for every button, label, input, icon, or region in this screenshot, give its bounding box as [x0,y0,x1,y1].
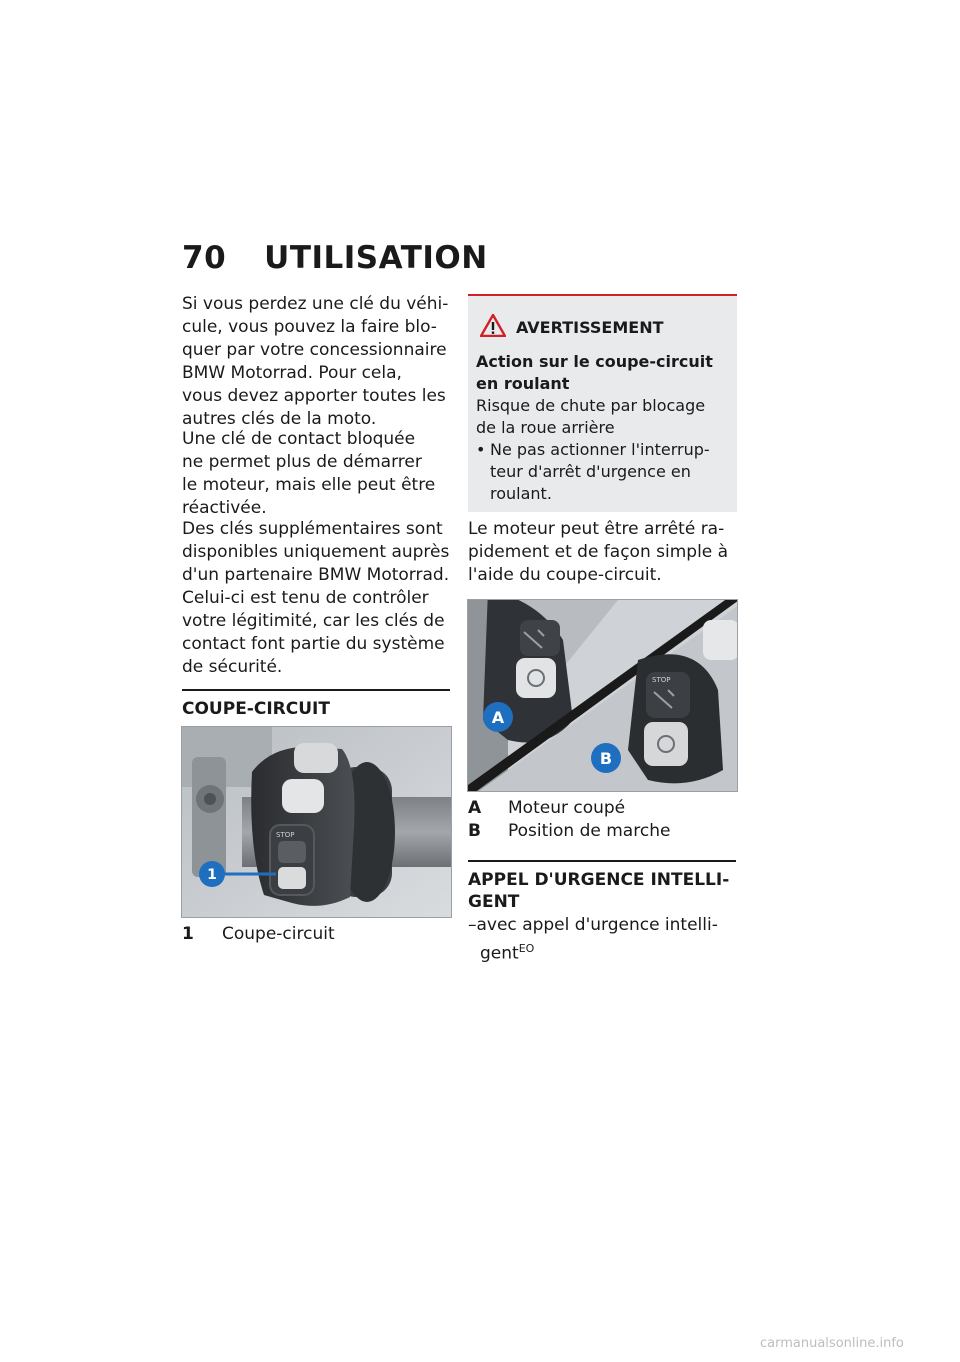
text-line: cule, vous pouvez la faire blo- [182,317,437,337]
text-line: Des clés supplémentaires sont [182,519,443,539]
kill-switch-illustration [182,727,452,918]
marker-1: 1 [207,867,217,883]
page-number: 70 [182,240,227,276]
warning-subtitle [476,351,727,395]
caption-text: Coupe-circuit [222,924,335,944]
caption-text: Position de marche [508,821,671,841]
watermark-footer: carmanualsonline.info [760,1336,904,1351]
caption-key: 1 [182,924,194,944]
text-line: de la roue arrière [476,418,615,437]
caption-b [468,820,738,843]
text-line: Celui-ci est tenu de contrôler [182,588,429,608]
text-line: Une clé de contact bloquée [182,429,416,449]
blocked-key-paragraph [182,428,452,520]
text-line: Si vous perdez une clé du véhi- [182,294,449,314]
page-header [182,240,488,276]
warning-bullet [476,439,727,461]
text-line: vous devez apporter toutes les [182,386,446,406]
text-line: l'aide du coupe-circuit. [468,565,662,585]
text-line: disponibles uniquement auprès [182,542,450,562]
text-line: votre légitimité, car les clés de [182,611,445,631]
caption-1 [182,923,452,946]
warning-bullet-cont [476,461,727,483]
kill-switch-paragraph [468,518,738,587]
text-line: Le moteur peut être arrêté ra- [468,519,725,539]
text-line: Action sur le coupe-circuit [476,352,713,371]
extra-keys-paragraph [182,518,452,679]
switch-positions-photo [467,599,738,792]
text-line: ne permet plus de démarrer [182,452,422,472]
text-line: de sécurité. [182,657,283,677]
switch-positions-illustration [468,600,738,792]
warning-title: AVERTISSEMENT [516,318,664,337]
section-title-coupe-circuit: COUPE-CIRCUIT [182,689,450,720]
text-line: GENT [468,892,520,912]
caption-text: Moteur coupé [508,798,626,818]
equipment-superscript: EO [518,942,535,955]
text-line: d'un partenaire BMW Motorrad. [182,565,450,585]
text-line: le moteur, mais elle peut être [182,475,436,495]
text-line: teur d'arrêt d'urgence en [490,462,691,481]
text-fragment: gent [480,943,519,964]
emergency-call-option [468,914,738,966]
warning-text [476,395,727,439]
warning-box [468,294,737,512]
text-line: roulant. [490,484,552,503]
text-line: Risque de chute par blocage [476,396,706,415]
text-line: –avec appel d'urgence intelli- [468,915,718,935]
intro-paragraph [182,293,452,431]
text-line: en roulant [476,374,570,393]
stop-label: STOP [652,676,671,684]
warning-header [476,314,727,341]
section-title-emergency-call [468,860,736,913]
marker-b: B [599,749,613,768]
warning-bullet-cont [476,483,727,505]
marker-a: A [491,708,505,727]
kill-switch-photo [181,726,452,918]
text-line: réactivée. [182,498,267,518]
text-line: APPEL D'URGENCE INTELLI- [468,870,730,890]
text-line: Ne pas actionner l'interrup- [490,440,710,459]
bullet-icon: • [476,440,486,459]
text-line: quer par votre concessionnaire [182,340,447,360]
warning-triangle-icon [480,314,506,341]
text-line: autres clés de la moto. [182,409,377,429]
caption-a [468,797,738,820]
text-line: pidement et de façon simple à [468,542,729,562]
page-title: UTILISATION [264,240,488,276]
caption-key: A [468,798,482,818]
text-line: contact font partie du système [182,634,445,654]
stop-label: STOP [276,831,295,839]
caption-key: B [468,821,481,841]
text-line: BMW Motorrad. Pour cela, [182,363,402,383]
text-line [468,937,738,966]
